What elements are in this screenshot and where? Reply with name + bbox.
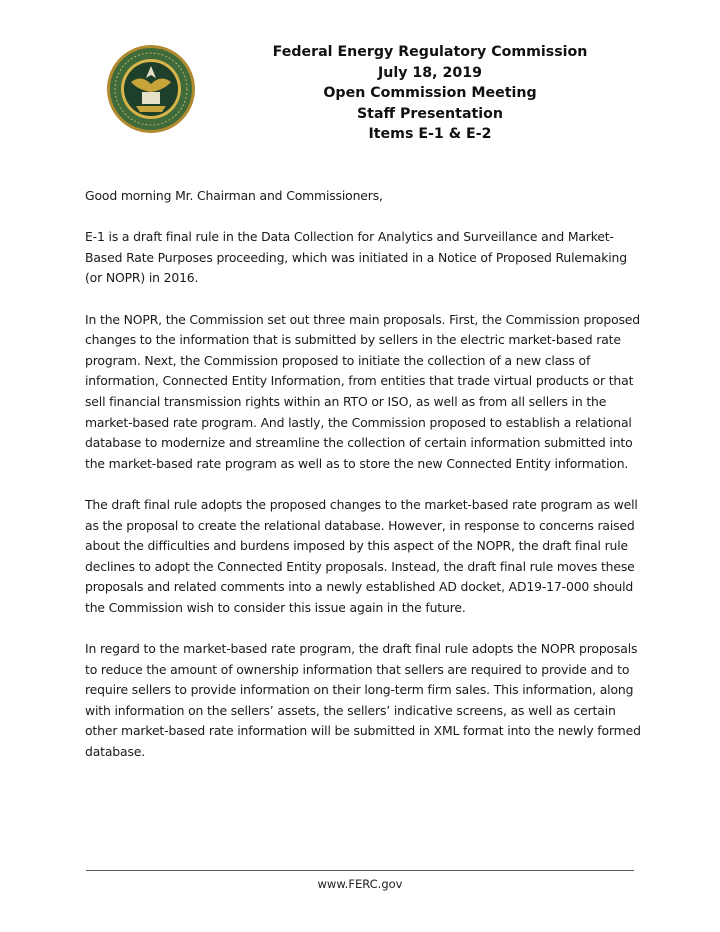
agenda-items: Items E-1 & E-2 [368,126,492,142]
footer-url: www.FERC.gov [317,877,403,891]
presentation-type: Staff Presentation [356,105,504,122]
ferc-seal-icon [106,44,196,134]
paragraph: In the NOPR, the Commission set out three main proposals. First, the Commission proposed changes to the information that is submitted by sellers in the electric market-based rate program. Next, the Commission proposed to initiate the collection of a new class of information, Connected Entity Information, from entities that trade virtual products or that sell financial transmission rights within an RTO or ISO, as well as from all sellers in the market-based rate program. And lastly, the Commission proposed to establish a relational database to modernize and streamline the collection of certain information submitted into the market-based rate program as well as to store the new Connected Entity information. [85,311,640,471]
meeting-date: July 18, 2019 [378,64,482,81]
paragraph: In regard to the market-based rate program, the draft final rule adopts the NOPR proposals to reduce the amount of ownership information that sellers are required to provide and to require sellers to provide information on their long-term firm sales. This information, along with information on the sellers’ assets, the sellers’ indicative screens, as well as certain other market-based rate information will be submitted in XML format into the newly formed database. [85,641,641,760]
document-header [250,42,610,145]
meeting-type: Open Commission Meeting [323,85,537,101]
greeting: Good morning Mr. Chairman and Commissioners, [85,188,383,203]
agency-title: Federal Energy Regulatory Commission [272,44,588,60]
footer-divider [86,870,634,871]
paragraph: E-1 is a draft final rule in the Data Collection for Analytics and Surveillance and Market-Based Rate Purposes proceeding, which was initiated in a Notice of Proposed Rulemaking (or NOPR) in 2016. [85,229,627,286]
paragraph: The draft final rule adopts the proposed changes to the market-based rate program as well as the proposal to create the relational database. However, in response to concerns raised about the difficulties and burdens imposed by this aspect of the NOPR, the draft final rule declines to adopt the Connected Entity proposals. Instead, the draft final rule moves these proposals and related comments into a newly established AD docket, AD19-17-000 should the Commission wish to consider this issue again in the future. [85,496,638,615]
document-body [85,186,645,783]
